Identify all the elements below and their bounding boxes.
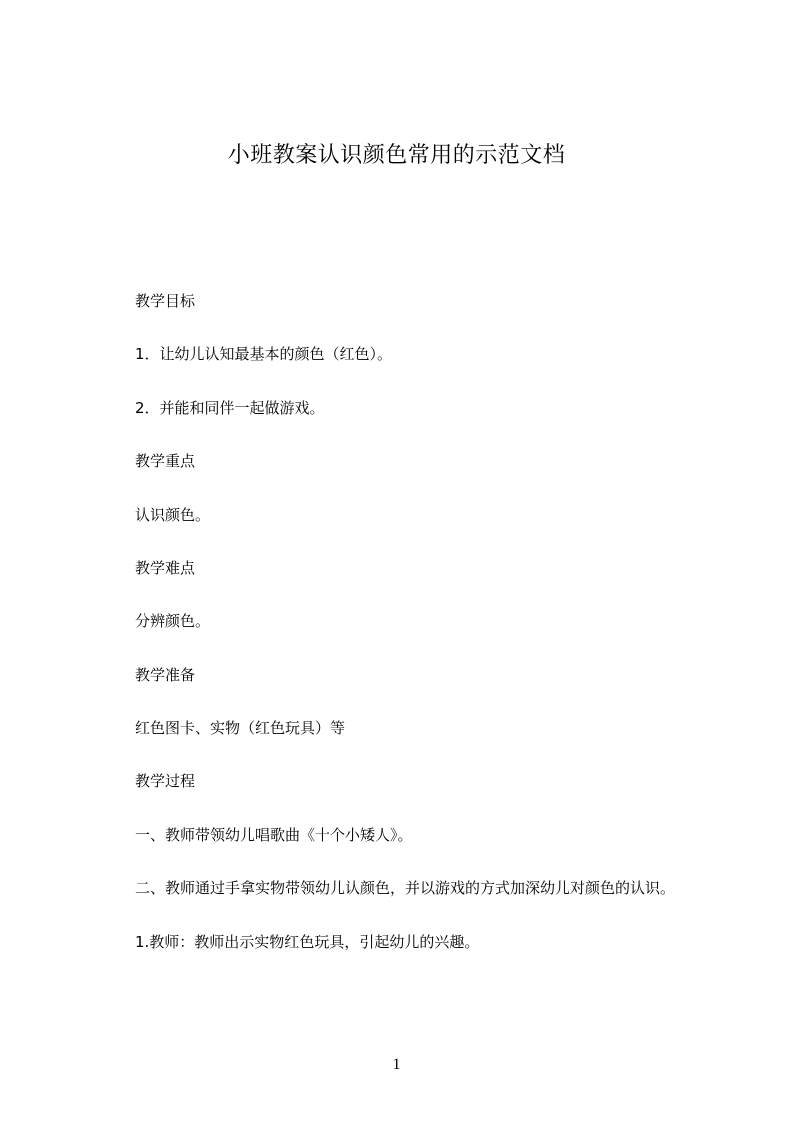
heading-teaching-difficulty: 教学难点: [135, 559, 196, 577]
heading-teaching-preparation: 教学准备: [135, 666, 196, 684]
process-step-2: 二、教师通过手拿实物带领幼儿认颜色，并以游戏的方式加深幼儿对颜色的认识。: [135, 879, 676, 897]
teaching-preparation-text: 红色图卡、实物（红色玩具）等: [135, 719, 346, 737]
process-substep-1: 1.教师：教师出示实物红色玩具，引起幼儿的兴趣。: [135, 933, 480, 951]
process-step-1: 一、教师带领幼儿唱歌曲《十个小矮人》。: [135, 826, 413, 844]
heading-teaching-process: 教学过程: [135, 772, 196, 790]
objective-item-2: 2．并能和同伴一起做游戏。: [135, 399, 325, 417]
heading-teaching-focus: 教学重点: [135, 452, 196, 470]
teaching-focus-text: 认识颜色。: [135, 506, 211, 524]
document-title: 小班教案认识颜色常用的示范文档: [227, 143, 566, 168]
objective-item-1: 1．让幼儿认知最基本的颜色（红色）。: [135, 345, 393, 363]
page-number: 1: [392, 1056, 401, 1073]
teaching-difficulty-text: 分辨颜色。: [135, 612, 211, 630]
heading-teaching-objectives: 教学目标: [135, 292, 196, 310]
